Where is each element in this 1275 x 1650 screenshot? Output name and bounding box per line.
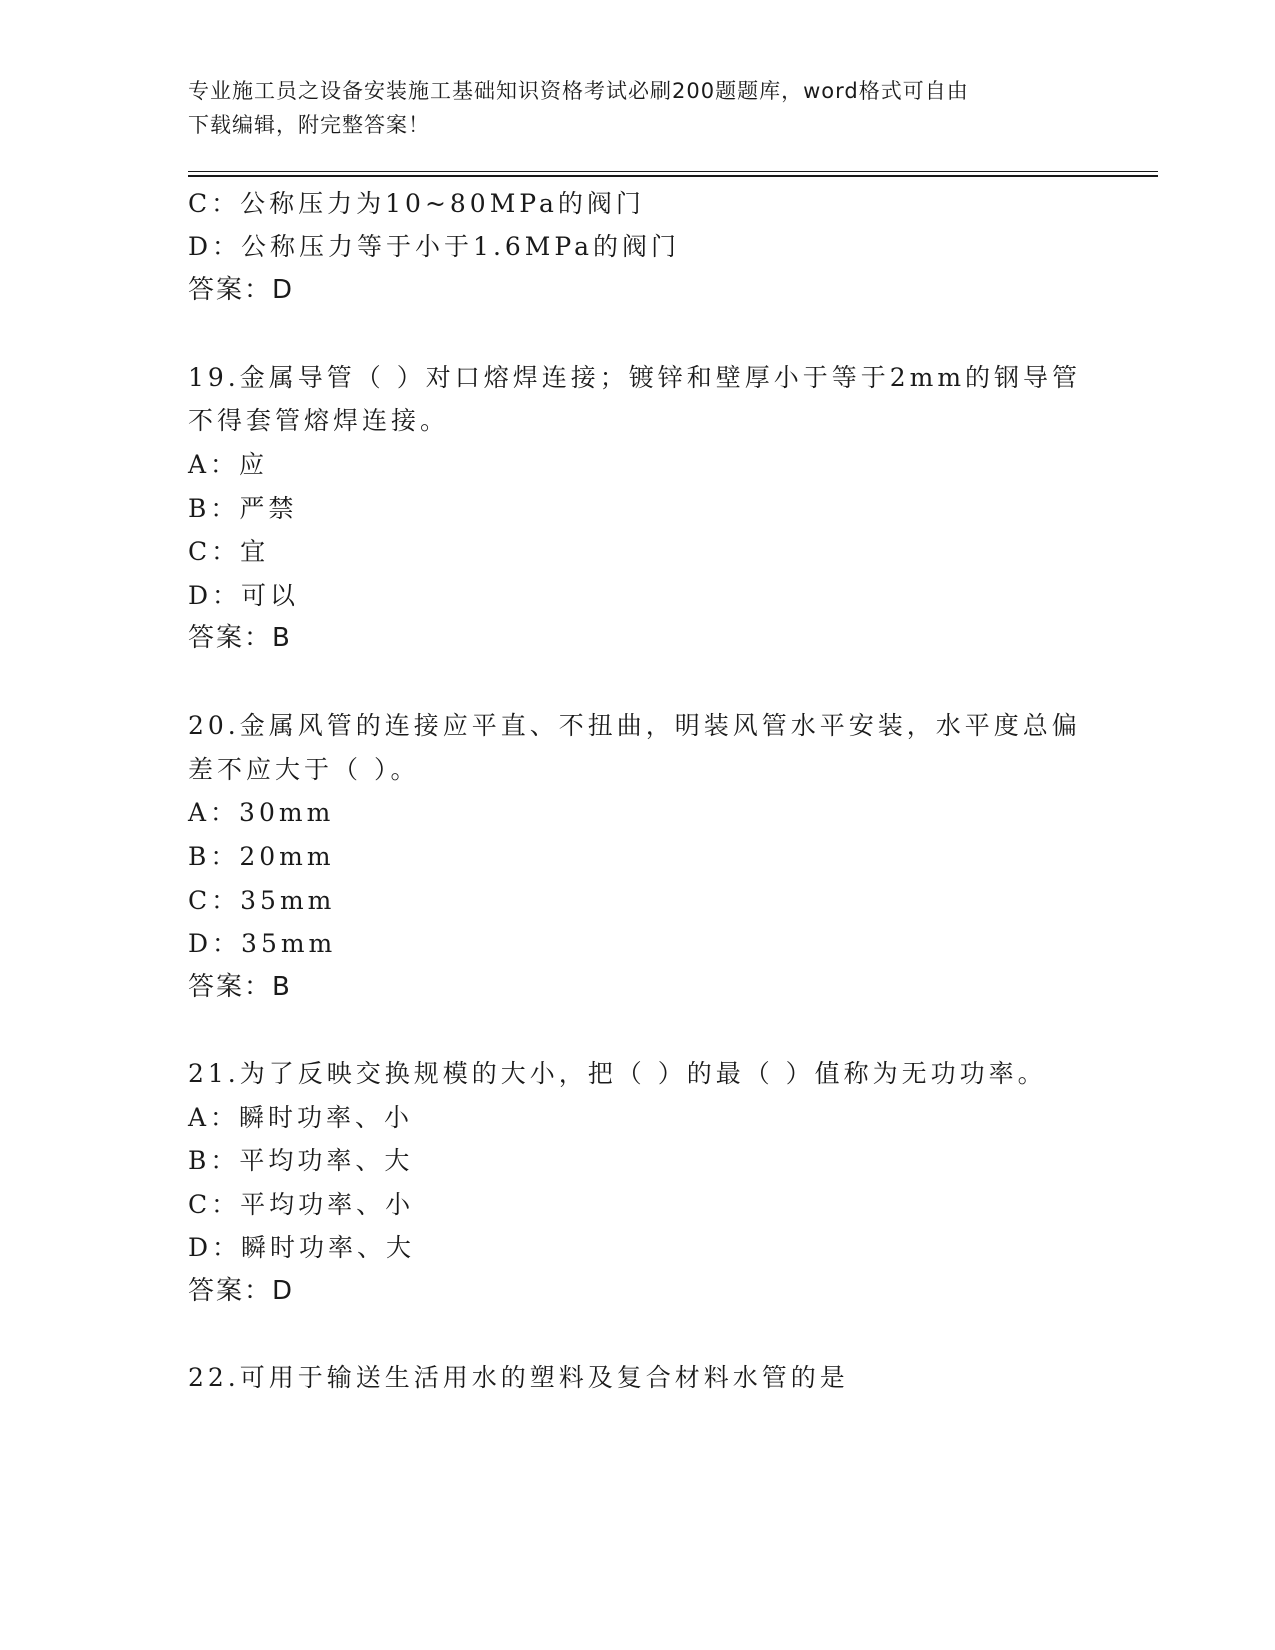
q20-option-d: D：35mm bbox=[188, 929, 337, 958]
header-line-1: 专业施工员之设备安装施工基础知识资格考试必刷200题题库，word格式可自由 bbox=[188, 79, 969, 103]
header-divider-thin bbox=[188, 171, 1158, 172]
q22-stem-line-1: 22.可用于输送生活用水的塑料及复合材料水管的是 bbox=[188, 1363, 849, 1392]
q19-option-b: B：严禁 bbox=[188, 494, 298, 523]
q21-option-b: B：平均功率、大 bbox=[188, 1146, 414, 1175]
q21-option-a: A：瞬时功率、小 bbox=[188, 1103, 414, 1132]
q21-option-c: C：平均功率、小 bbox=[188, 1190, 415, 1219]
q20-option-a: A：30mm bbox=[188, 798, 335, 827]
document-header bbox=[188, 74, 1088, 142]
q18-answer: 答案：D bbox=[188, 275, 295, 305]
q21-stem-line-1: 21.为了反映交换规模的大小，把（ ）的最（ ）值称为无功功率。 bbox=[188, 1059, 1047, 1088]
q21-answer: 答案：D bbox=[188, 1276, 295, 1306]
q19-option-a: A：应 bbox=[188, 450, 269, 479]
q19-option-c: C：宜 bbox=[188, 537, 270, 566]
q20-option-c: C：35mm bbox=[188, 886, 336, 915]
q19-stem-line-1: 19.金属导管（ ）对口熔焊连接；镀锌和壁厚小于等于2mm的钢导管 bbox=[188, 363, 1082, 392]
q20-stem-line-2: 差不应大于（ ）。 bbox=[188, 755, 420, 784]
header-line-2: 下载编辑，附完整答案！ bbox=[188, 113, 430, 137]
q21-option-d: D：瞬时功率、大 bbox=[188, 1233, 416, 1262]
q19-answer: 答案：B bbox=[188, 623, 292, 653]
q20-answer: 答案：B bbox=[188, 972, 292, 1002]
q19-option-d: D：可以 bbox=[188, 581, 300, 610]
header-divider-thick bbox=[188, 175, 1158, 177]
q18-option-d: D：公称压力等于小于1.6MPa的阀门 bbox=[188, 232, 681, 261]
q20-stem-line-1: 20.金属风管的连接应平直、不扭曲，明装风管水平安装，水平度总偏 bbox=[188, 711, 1081, 740]
q19-stem-line-2: 不得套管熔焊连接。 bbox=[188, 406, 450, 435]
q20-option-b: B：20mm bbox=[188, 842, 335, 871]
q18-option-c: C：公称压力为10~80MPa的阀门 bbox=[188, 189, 645, 218]
